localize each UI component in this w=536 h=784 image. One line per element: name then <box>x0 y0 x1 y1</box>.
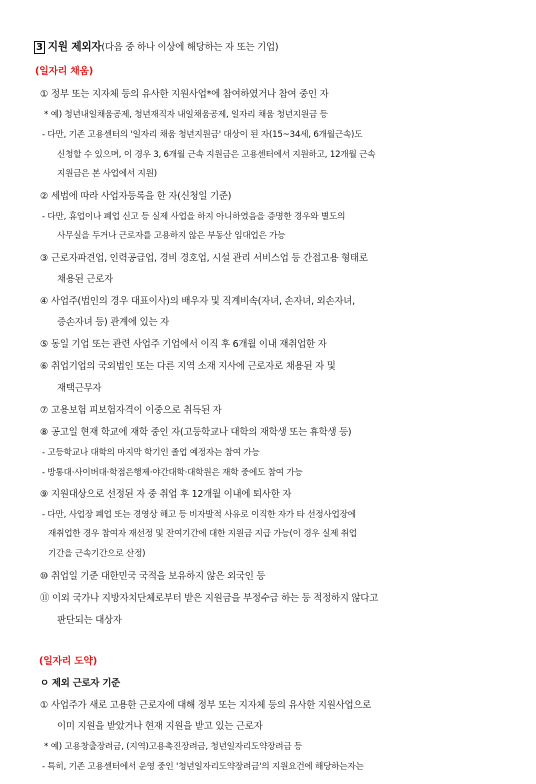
sub-line: - 특히, 기존 고용센터에서 운영 중인 '청년일자리도약장려금'의 지원요건에 해당하는자는 <box>42 762 364 772</box>
section-title-text: 지원 제외자 <box>47 41 102 53</box>
exclusion-item-4: ④ 사업주(법인의 경우 대표이사)의 배우자 및 직계비속(자녀, 손자녀, 외손자녀, <box>40 296 355 307</box>
exclusion-item-1: ① 정부 또는 지자체 등의 유사한 지원사업*에 참여하였거나 참여 중인 자 <box>40 89 329 100</box>
exclusion-item-3: ③ 근로자파견업, 인력공급업, 경비 경호업, 시설 관리 서비스업 등 간접고용 형태로 <box>40 253 368 264</box>
sub-line: - 다만, 사업장 폐업 또는 경영상 해고 등 비자발적 사유로 이직한 자가 타 선정사업장에 <box>42 510 356 520</box>
note-line: * 예) 청년내일채움공제, 청년재직자 내일채움공제, 일자리 채움 청년지원금 등 <box>44 110 328 120</box>
continuation-line: 증손자녀 등) 관계에 있는 자 <box>57 317 169 328</box>
exclusion-item-9: ⑨ 지원대상으로 선정된 자 중 취업 후 12개월 이내에 퇴사한 자 <box>40 489 292 500</box>
continuation-line: 재취업한 경우 참여자 재선정 및 잔여기간에 대한 지원금 지급 가능(이 경우 실제 취업 <box>48 529 357 539</box>
job-creation-heading: (일자리 채움) <box>35 66 94 77</box>
sub-line: - 방통대·사이버대·학점은행제·야간대학·대학원은 재학 중에도 참여 가능 <box>42 468 303 478</box>
section-title <box>34 39 278 54</box>
exclusion-item-6: ⑥ 취업기업의 국외법인 또는 다른 지역 소재 지사에 근로자로 채용된 자 및 <box>40 361 336 372</box>
criteria-heading: ㅇ 제외 근로자 기준 <box>40 678 121 689</box>
continuation-line: 재택근무자 <box>57 383 102 394</box>
leap-item-1: ① 사업주가 새로 고용한 근로자에 대해 정부 또는 지자체 등의 유사한 지원사업으로 <box>40 700 372 711</box>
continuation-line: 기간을 근속기간으로 산정) <box>48 549 146 559</box>
exclusion-item-5: ⑤ 동일 기업 또는 관련 사업주 기업에서 이직 후 6개월 이내 재취업한 자 <box>40 339 327 350</box>
sub-line: - 다만, 휴업이나 폐업 신고 등 실제 사업을 하지 아니하였음을 증명한 경우와 별도의 <box>42 212 346 222</box>
note-line: * 예) 고용창출장려금, (지역)고용촉진장려금, 청년일자리도약장려금 등 <box>44 742 303 752</box>
continuation-line: 사무실을 두거나 근로자를 고용하지 않은 부동산 임대업은 가능 <box>57 231 286 241</box>
continuation-line: 판단되는 대상자 <box>57 615 122 626</box>
exclusion-item-10: ⑩ 취업일 기준 대한민국 국적을 보유하지 않은 외국인 등 <box>40 571 266 582</box>
exclusion-item-7: ⑦ 고용보험 피보험자격이 이중으로 취득된 자 <box>40 405 222 416</box>
continuation-line: 신청할 수 있으며, 이 경우 3, 6개월 근속 지원금은 고용센터에서 지원하고, 12개월 근속 <box>57 150 376 160</box>
continuation-line: 지원금은 본 사업에서 지원) <box>57 169 157 179</box>
continuation-line: 채용된 근로자 <box>57 274 113 285</box>
section-subtitle: (다음 중 하나 이상에 해당하는 자 또는 기업) <box>101 42 279 53</box>
section-number-box: 3 <box>36 42 43 53</box>
job-leap-heading: (일자리 도약) <box>39 656 98 667</box>
sub-line: - 다만, 기존 고용센터의 '일자리 채움 청년지원금' 대상이 된 자(15~34세, 6개월근속)도 <box>42 130 363 140</box>
continuation-line: 이미 지원을 받았거나 현재 지원을 받고 있는 근로자 <box>57 721 263 732</box>
sub-line: - 고등학교나 대학의 마지막 학기인 졸업 예정자는 참여 가능 <box>42 448 260 458</box>
exclusion-item-8: ⑧ 공고일 현재 학교에 재학 중인 자(고등학교나 대학의 재학생 또는 휴학생 등) <box>40 427 352 438</box>
exclusion-item-2: ② 세법에 따라 사업자등록을 한 자(신청일 기준) <box>40 191 232 202</box>
exclusion-item-11: ⑪ 이외 국가나 지방자치단체로부터 받은 지원금을 부정수급 하는 등 적정하지 않다고 <box>40 593 379 604</box>
